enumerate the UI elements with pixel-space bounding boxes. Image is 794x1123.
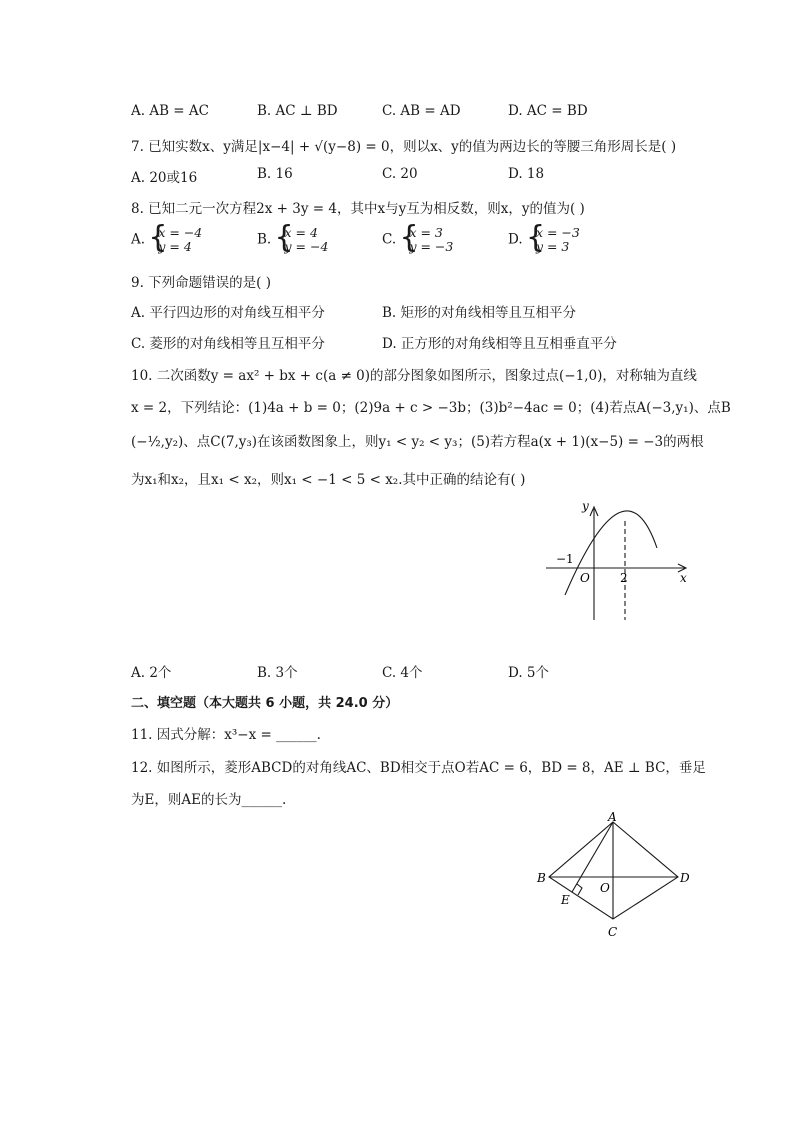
q6-option-b: B. AC ⊥ BD [257, 103, 338, 119]
equation-line: x = −3 [535, 225, 580, 240]
equation-line: y = 3 [535, 239, 570, 254]
equation-line: y = −3 [409, 239, 454, 254]
q10-line-1: 10. 二次函数y = ax² + bx + c(a ≠ 0)的部分图象如图所示，图象过点(−1,0)，对称轴为直线 [131, 368, 697, 384]
q8-stem: 8. 已知二元一次方程2x + 3y = 4，其中x与y互为相反数，则x，y的值为( ) [131, 201, 585, 217]
fig-label-e: E [561, 893, 570, 907]
option-letter: B. [257, 231, 272, 248]
q10-option-c: C. 4个 [382, 665, 423, 681]
graph-label-two: 2 [620, 571, 628, 585]
fig-label-o: O [600, 881, 610, 895]
q10-option-b: B. 3个 [257, 665, 298, 681]
fig-label-b: B [537, 871, 546, 885]
section-title-fill-in: 二、填空题（本大题共 6 小题，共 24.0 分） [131, 696, 399, 711]
fig-label-a: A [608, 812, 617, 824]
q10-line-2: x = 2，下列结论：(1)4a + b = 0；(2)9a + c > −3b；(3)b²−4ac = 0；(4)若点A(−3,y₁)、点B [131, 400, 731, 416]
q9-option-a: A. 平行四边形的对角线互相平分 [131, 305, 325, 321]
q12-rhombus-figure [530, 812, 700, 942]
q10-parabola-graph [540, 495, 700, 625]
q8-option-c [382, 226, 453, 254]
q8-option-a [131, 226, 202, 254]
fig-label-d: D [680, 871, 690, 885]
graph-label-y: y [582, 499, 589, 513]
fig-label-c: C [608, 925, 618, 939]
q6-option-d: D. AC = BD [508, 103, 588, 119]
q9-stem: 9. 下列命题错误的是( ) [131, 275, 271, 291]
q10-option-d: D. 5个 [508, 665, 550, 681]
q8-option-d [508, 226, 580, 254]
q6-option-c: C. AB = AD [382, 103, 461, 119]
q8-option-b [257, 226, 328, 254]
q6-option-a: A. AB = AC [131, 103, 209, 119]
equation-system [527, 226, 580, 254]
equation-system [400, 226, 453, 254]
q10-line-3: (−½,y₂)、点C(7,y₃)在该函数图象上，则y₁ < y₂ < y₃；(5)若方程a(x + 1)(x−5) = −3的两根 [131, 434, 704, 450]
equation-line: x = −4 [158, 225, 203, 240]
graph-label-x: x [680, 571, 687, 585]
q11-stem: 11. 因式分解：x³−x = ______. [131, 727, 321, 743]
q7-option-c: C. 20 [382, 166, 418, 182]
q12-line-2: 为E，则AE的长为______. [131, 792, 287, 808]
q7-stem: 7. 已知实数x、y满足|x−4| + √(y−8) = 0，则以x、y的值为两边长的等腰三角形周长是( ) [131, 139, 677, 155]
equation-system [276, 226, 329, 254]
q7-option-b: B. 16 [257, 166, 293, 182]
parabola-curve [565, 511, 657, 595]
equation-line: y = 4 [158, 239, 192, 254]
option-letter: A. [131, 231, 146, 248]
q9-option-b: B. 矩形的对角线相等且互相平分 [382, 305, 577, 321]
option-letter: C. [382, 231, 397, 248]
q9-option-d: D. 正方形的对角线相等且互相垂直平分 [382, 336, 617, 352]
right-angle-mark [577, 884, 582, 895]
q9-option-c: C. 菱形的对角线相等且互相平分 [131, 336, 325, 352]
graph-label-neg1: −1 [556, 552, 574, 566]
q7-option-d: D. 18 [508, 166, 545, 182]
q10-option-a: A. 2个 [131, 665, 172, 681]
option-letter: D. [508, 231, 523, 248]
equation-line: y = −4 [284, 239, 329, 254]
graph-label-origin: O [580, 571, 590, 585]
q12-line-1: 12. 如图所示，菱形ABCD的对角线AC、BD相交于点O若AC = 6，BD = 8，AE ⊥ BC，垂足 [131, 760, 706, 776]
equation-line: x = 4 [284, 225, 318, 240]
q10-line-4: 为x₁和x₂，且x₁ < x₂，则x₁ < −1 < 5 < x₂.其中正确的结论有( ) [131, 472, 526, 488]
equation-line: x = 3 [409, 225, 443, 240]
equation-system [149, 226, 202, 254]
q7-option-a: A. 20或16 [131, 170, 198, 186]
